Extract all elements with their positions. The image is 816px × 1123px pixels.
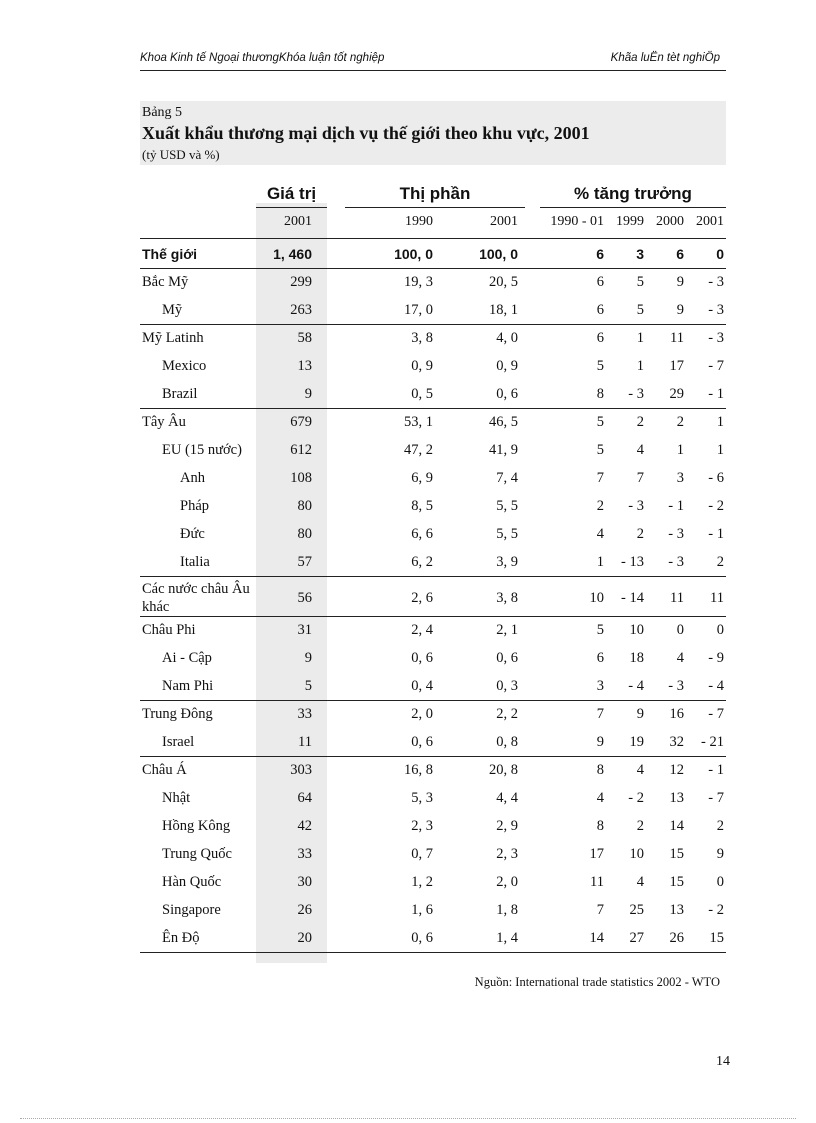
row-label: Nhật: [162, 790, 191, 806]
cell-g: 2: [596, 498, 604, 514]
cell-g00: 14: [669, 818, 684, 834]
cell-g99: 3: [636, 246, 644, 262]
cell-g: 6: [596, 650, 604, 666]
table-row: [140, 268, 726, 296]
header-divider: [140, 70, 726, 71]
cell-g99: 19: [629, 734, 644, 750]
table-row: [140, 352, 726, 380]
cell-g00: - 3: [668, 554, 684, 570]
cell-s90: 8, 5: [411, 498, 433, 514]
cell-g99: 5: [636, 274, 644, 290]
cell-g00: 9: [676, 274, 684, 290]
cell-s01: 20, 5: [489, 274, 518, 290]
cell-s90: 2, 4: [411, 622, 433, 638]
cell-g: 9: [596, 734, 604, 750]
cell-g00: 13: [669, 790, 684, 806]
cell-g: 10: [589, 590, 604, 606]
cell-g: 11: [590, 874, 604, 890]
cell-g01: 11: [710, 590, 724, 606]
cell-g00: 11: [670, 590, 684, 606]
cell-g01: 1: [716, 414, 724, 430]
footer-divider: [20, 1118, 796, 1119]
cell-g99: 25: [629, 902, 644, 918]
cell-g01: 9: [716, 846, 724, 862]
cell-g00: 1: [676, 442, 684, 458]
cell-v: 80: [297, 526, 312, 542]
cell-g01: 1: [716, 442, 724, 458]
table-row: [140, 924, 726, 952]
table-rule-header: [140, 238, 726, 239]
cell-g99: 1: [636, 330, 644, 346]
cell-g99: 2: [636, 526, 644, 542]
row-label: Đức: [180, 526, 205, 542]
cell-v: 11: [298, 734, 312, 750]
cell-g00: 13: [669, 902, 684, 918]
cell-g: 5: [596, 442, 604, 458]
cell-v: 5: [304, 678, 312, 694]
cell-g99: 4: [636, 762, 644, 778]
cell-g99: - 13: [621, 554, 644, 570]
page-number: 14: [716, 1054, 730, 1069]
group-header-value: Giá trị: [266, 184, 317, 203]
table-row: [140, 296, 726, 324]
row-label: Trung Quốc: [162, 846, 232, 862]
subheader-growth-2001: 2001: [696, 214, 724, 229]
cell-g99: 18: [629, 650, 644, 666]
cell-v: 612: [290, 442, 312, 458]
row-label: Tây Âu: [142, 414, 186, 430]
cell-g01: - 1: [708, 762, 724, 778]
cell-v: 58: [297, 330, 312, 346]
cell-s90: 2, 3: [411, 818, 433, 834]
cell-s01: 0, 8: [496, 734, 518, 750]
cell-s90: 0, 4: [411, 678, 433, 694]
table-row: [140, 520, 726, 548]
cell-s01: 2, 0: [496, 874, 518, 890]
header-right: Khãa luËn tèt nghiÖp: [610, 52, 720, 64]
cell-g00: 29: [669, 386, 684, 402]
cell-s90: 0, 9: [411, 358, 433, 374]
cell-g: 5: [596, 622, 604, 638]
cell-s01: 41, 9: [489, 442, 518, 458]
table-row: [140, 492, 726, 520]
row-label: Bắc Mỹ: [142, 274, 189, 290]
group-underline-share: [345, 207, 525, 208]
table-row: [140, 548, 726, 576]
cell-s01: 20, 8: [489, 762, 518, 778]
cell-s90: 3, 8: [411, 330, 433, 346]
row-label: Mexico: [162, 358, 207, 374]
cell-s01: 2, 2: [496, 706, 518, 722]
cell-g00: 15: [669, 846, 684, 862]
cell-g: 4: [596, 790, 604, 806]
cell-s01: 46, 5: [489, 414, 518, 430]
table-title: Xuất khẩu thương mại dịch vụ thế giới theo khu vực, 2001: [142, 123, 590, 143]
subheader-share-2001: 2001: [490, 214, 518, 229]
table-caption: [140, 101, 726, 165]
cell-s01: 3, 8: [496, 590, 518, 606]
cell-g01: 15: [709, 930, 724, 946]
cell-s01: 5, 5: [496, 498, 518, 514]
table-row: [140, 896, 726, 924]
cell-s90: 2, 6: [411, 590, 433, 606]
table-row: [140, 728, 726, 756]
cell-g: 8: [596, 818, 604, 834]
cell-g01: - 2: [708, 902, 724, 918]
cell-s90: 100, 0: [394, 246, 433, 262]
cell-g00: 6: [676, 246, 684, 262]
group-underline-value: [256, 207, 327, 208]
cell-s01: 7, 4: [496, 470, 518, 486]
cell-g00: - 1: [668, 498, 684, 514]
cell-s01: 4, 0: [496, 330, 518, 346]
cell-g00: 32: [669, 734, 684, 750]
cell-s90: 1, 6: [411, 902, 433, 918]
cell-g01: - 3: [708, 330, 724, 346]
table-unit: (tỷ USD và %): [142, 147, 220, 162]
cell-s90: 53, 1: [404, 414, 433, 430]
cell-s90: 47, 2: [404, 442, 433, 458]
table-row: [140, 436, 726, 464]
cell-v: 33: [297, 706, 312, 722]
cell-g01: - 1: [708, 526, 724, 542]
cell-s01: 0, 3: [496, 678, 518, 694]
group-underline-growth: [540, 207, 726, 208]
row-label: Anh: [180, 470, 205, 486]
cell-s01: 18, 1: [489, 302, 518, 318]
cell-v: 13: [297, 358, 312, 374]
cell-g99: 2: [636, 818, 644, 834]
cell-g99: - 3: [628, 386, 644, 402]
cell-s01: 5, 5: [496, 526, 518, 542]
cell-v: 263: [290, 302, 312, 318]
row-label: Các nước châu Âu khác: [142, 581, 250, 615]
cell-g: 6: [596, 330, 604, 346]
table-row: [140, 784, 726, 812]
cell-s01: 3, 9: [496, 554, 518, 570]
table-label: Bảng 5: [142, 105, 183, 120]
cell-g00: 9: [676, 302, 684, 318]
row-label: EU (15 nước): [162, 442, 242, 458]
cell-v: 9: [304, 650, 312, 666]
row-label: Thế giới: [142, 246, 198, 262]
cell-g01: - 7: [708, 358, 724, 374]
subheader-growth-2000: 2000: [656, 214, 684, 229]
cell-v: 303: [290, 762, 312, 778]
table-row: [140, 240, 726, 268]
cell-g01: 0: [716, 622, 724, 638]
header-left: Khoa Kinh tế Ngoại thươngKhóa luận tốt nghiệp: [140, 52, 385, 64]
cell-v: 42: [297, 818, 312, 834]
cell-s01: 0, 6: [496, 386, 518, 402]
table-row: [140, 324, 726, 352]
cell-g99: 7: [636, 470, 644, 486]
cell-g00: 15: [669, 874, 684, 890]
row-label: Mỹ Latinh: [142, 330, 204, 346]
row-label: Pháp: [180, 498, 209, 514]
cell-g: 6: [596, 302, 604, 318]
cell-g: 17: [589, 846, 604, 862]
cell-g01: - 9: [708, 650, 724, 666]
cell-g01: - 1: [708, 386, 724, 402]
cell-v: 679: [290, 414, 312, 430]
cell-g00: 26: [669, 930, 684, 946]
cell-g: 1: [596, 554, 604, 570]
cell-g01: - 3: [708, 274, 724, 290]
cell-g99: - 3: [628, 498, 644, 514]
cell-s01: 2, 1: [496, 622, 518, 638]
subheader-growth-period: 1990 - 01: [550, 214, 604, 229]
cell-g00: - 3: [668, 678, 684, 694]
cell-g: 6: [596, 274, 604, 290]
table-row: [140, 700, 726, 728]
cell-g01: 0: [716, 874, 724, 890]
table-row: [140, 576, 726, 616]
row-label: Nam Phi: [162, 678, 214, 694]
cell-g01: - 2: [708, 498, 724, 514]
cell-g99: 4: [636, 874, 644, 890]
cell-s90: 0, 7: [411, 846, 433, 862]
cell-g: 7: [596, 902, 604, 918]
cell-s01: 2, 9: [496, 818, 518, 834]
cell-v: 33: [297, 846, 312, 862]
cell-g99: 27: [629, 930, 644, 946]
cell-v: 80: [297, 498, 312, 514]
cell-g01: - 3: [708, 302, 724, 318]
cell-g99: - 14: [621, 590, 644, 606]
cell-g: 14: [589, 930, 604, 946]
cell-s90: 0, 6: [411, 734, 433, 750]
group-header-growth: % tăng trưởng: [574, 184, 692, 203]
cell-g01: 2: [716, 554, 724, 570]
cell-s90: 0, 6: [411, 650, 433, 666]
cell-g99: 4: [636, 442, 644, 458]
cell-v: 57: [297, 554, 312, 570]
table-row: [140, 616, 726, 644]
cell-g00: 17: [669, 358, 684, 374]
cell-g01: 0: [716, 246, 724, 262]
cell-g99: - 4: [628, 678, 644, 694]
group-header-share: Thị phần: [399, 184, 471, 203]
cell-g01: - 21: [701, 734, 724, 750]
row-label: Châu Phi: [142, 622, 196, 638]
source-note: Nguồn: International trade statistics 2002 - WTO: [474, 975, 720, 989]
table-row: [140, 464, 726, 492]
cell-s90: 6, 9: [411, 470, 433, 486]
cell-v: 108: [290, 470, 312, 486]
row-label: Mỹ: [162, 302, 183, 318]
row-label: Ai - Cập: [162, 650, 212, 666]
cell-g00: 2: [676, 414, 684, 430]
cell-g01: 2: [716, 818, 724, 834]
row-label: Ên Độ: [162, 930, 200, 946]
cell-s01: 4, 4: [496, 790, 518, 806]
cell-s01: 100, 0: [479, 246, 518, 262]
cell-g01: - 7: [708, 706, 724, 722]
cell-g: 7: [596, 706, 604, 722]
cell-g00: 16: [669, 706, 684, 722]
cell-s90: 16, 8: [404, 762, 433, 778]
cell-v: 9: [304, 386, 312, 402]
subheader-share-1990: 1990: [405, 214, 433, 229]
table-row: [140, 672, 726, 700]
subheader-growth-1999: 1999: [616, 214, 644, 229]
cell-g00: 12: [669, 762, 684, 778]
cell-g00: 3: [676, 470, 684, 486]
cell-g00: 0: [676, 622, 684, 638]
cell-g: 7: [596, 470, 604, 486]
cell-v: 64: [297, 790, 312, 806]
row-label: Italia: [180, 554, 210, 570]
cell-g99: 10: [629, 846, 644, 862]
table-row: [140, 868, 726, 896]
cell-s90: 17, 0: [404, 302, 433, 318]
cell-s90: 2, 0: [411, 706, 433, 722]
row-label: Trung Đông: [142, 706, 213, 722]
cell-s90: 1, 2: [411, 874, 433, 890]
cell-s90: 19, 3: [404, 274, 433, 290]
cell-v: 20: [297, 930, 312, 946]
table-row: [140, 644, 726, 672]
row-label: Singapore: [162, 902, 221, 918]
cell-s90: 6, 2: [411, 554, 433, 570]
cell-v: 56: [297, 590, 312, 606]
cell-g01: - 6: [708, 470, 724, 486]
cell-g: 5: [596, 358, 604, 374]
cell-g: 3: [596, 678, 604, 694]
cell-g99: 2: [636, 414, 644, 430]
cell-v: 31: [297, 622, 312, 638]
subheader-value-2001: 2001: [284, 214, 312, 229]
cell-g: 5: [596, 414, 604, 430]
cell-g: 8: [596, 762, 604, 778]
cell-s90: 0, 5: [411, 386, 433, 402]
cell-v: 30: [297, 874, 312, 890]
cell-g01: - 4: [708, 678, 724, 694]
cell-g00: 4: [676, 650, 684, 666]
row-label: Châu Á: [142, 762, 187, 778]
cell-v: 26: [297, 902, 312, 918]
cell-s90: 0, 6: [411, 930, 433, 946]
cell-g99: - 2: [628, 790, 644, 806]
cell-g99: 9: [636, 706, 644, 722]
cell-s01: 2, 3: [496, 846, 518, 862]
cell-g: 4: [596, 526, 604, 542]
cell-v: 299: [290, 274, 312, 290]
cell-s01: 0, 9: [496, 358, 518, 374]
table-row: [140, 408, 726, 436]
cell-g99: 10: [629, 622, 644, 638]
cell-g01: - 7: [708, 790, 724, 806]
cell-g99: 1: [636, 358, 644, 374]
cell-g: 8: [596, 386, 604, 402]
row-label: Israel: [162, 734, 195, 750]
cell-s01: 1, 8: [496, 902, 518, 918]
cell-s90: 5, 3: [411, 790, 433, 806]
table-row: [140, 756, 726, 784]
cell-v: 1, 460: [273, 246, 312, 262]
cell-g00: 11: [670, 330, 684, 346]
table-row: [140, 812, 726, 840]
cell-s90: 6, 6: [411, 526, 433, 542]
cell-g: 6: [596, 246, 604, 262]
cell-g00: - 3: [668, 526, 684, 542]
table-row: [140, 840, 726, 868]
row-label: Brazil: [162, 386, 198, 402]
cell-s01: 1, 4: [496, 930, 518, 946]
row-label: Hồng Kông: [162, 818, 231, 834]
page-header: [140, 52, 720, 70]
table-rule: [140, 952, 726, 953]
row-label: Hàn Quốc: [162, 874, 222, 890]
cell-g99: 5: [636, 302, 644, 318]
table-row: [140, 380, 726, 408]
cell-s01: 0, 6: [496, 650, 518, 666]
